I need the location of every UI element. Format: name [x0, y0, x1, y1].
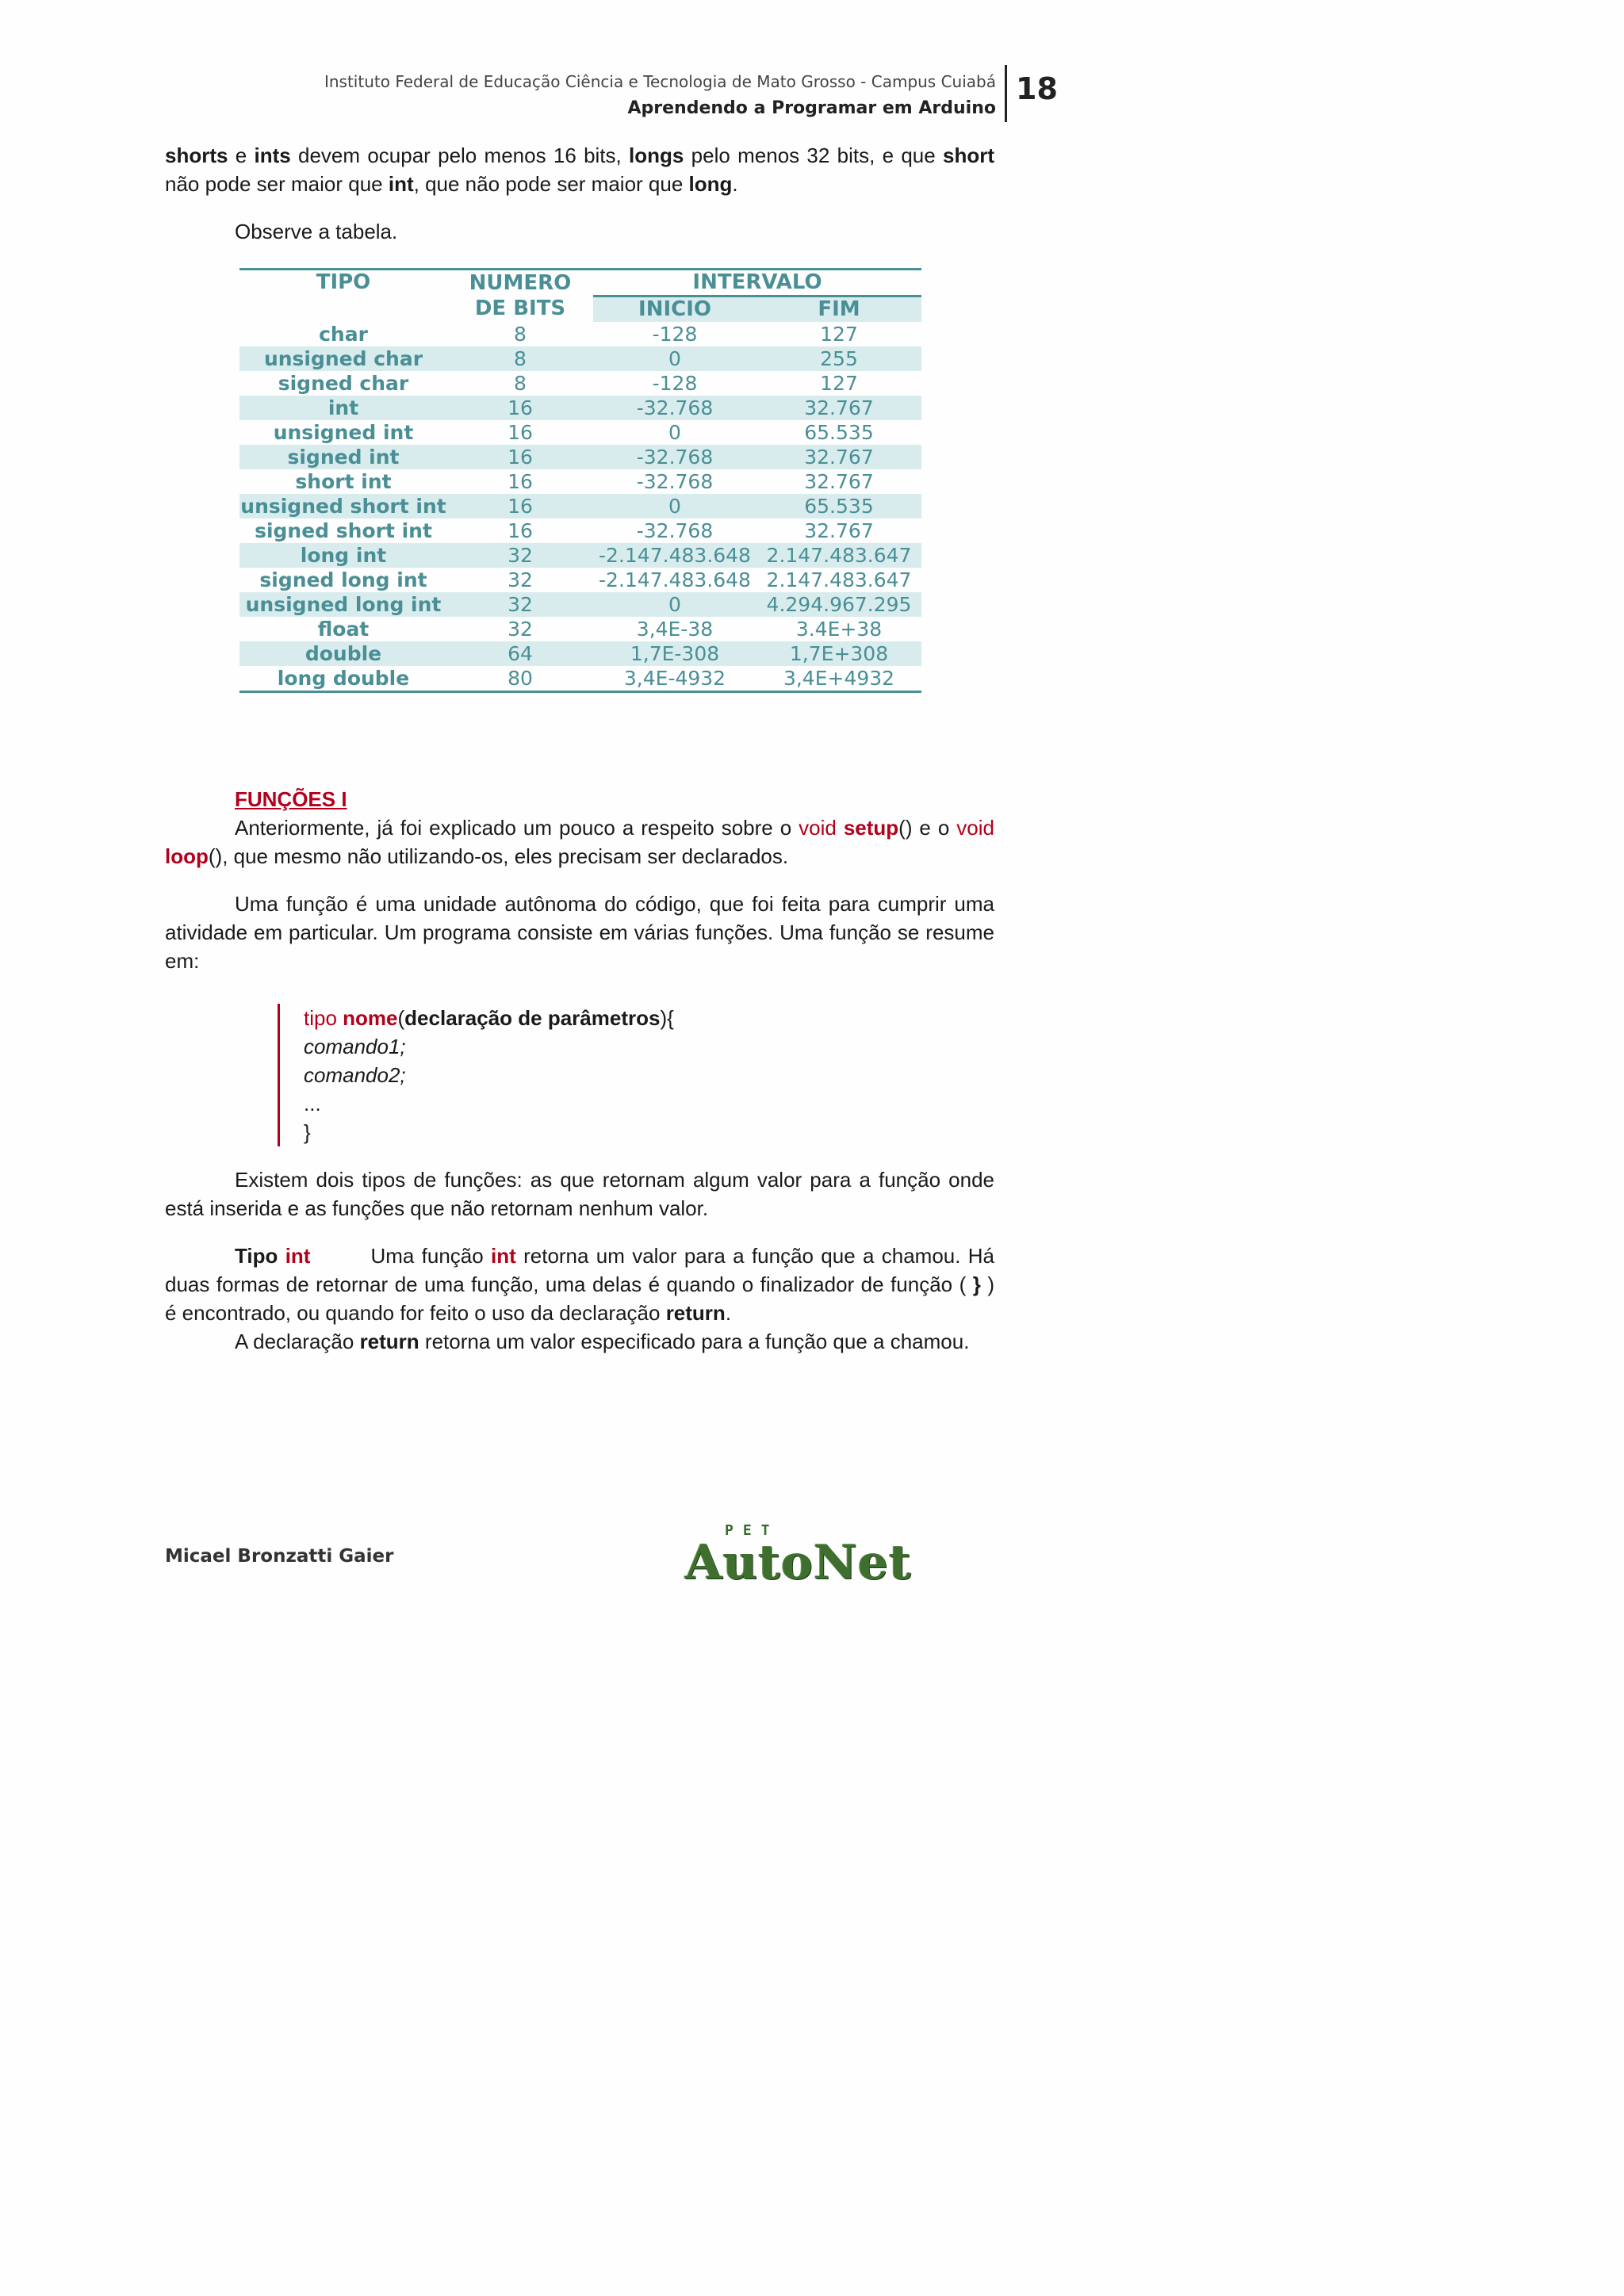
cell-tipo: long int	[239, 543, 447, 568]
intro-text: devem ocupar pelo menos 16 bits,	[290, 144, 630, 167]
section-title: FUNÇÕES I	[235, 787, 347, 811]
cell-inicio: 3,4E-4932	[593, 666, 756, 692]
para-text: .	[725, 1301, 732, 1325]
keyword-loop: loop	[165, 844, 209, 868]
cell-inicio: -32.768	[636, 519, 714, 542]
cell-inicio: -32.768	[593, 396, 756, 420]
cell-fim: 4.294.967.295	[756, 592, 921, 617]
cell-fim: 32.767	[756, 445, 921, 469]
table-row	[239, 617, 921, 641]
cell-bits: 80	[447, 666, 593, 692]
cell-fim: 255	[756, 346, 921, 371]
cell-bits: 8	[514, 323, 527, 346]
intro-text: .	[732, 172, 738, 196]
cell-inicio: -128	[652, 323, 698, 346]
cell-bits: 16	[508, 421, 533, 444]
footer-author: Micael Bronzatti Gaier	[165, 1546, 394, 1567]
cell-fim: 65.535	[756, 494, 921, 519]
table-row	[239, 641, 921, 666]
cell-fim: 1,7E+308	[756, 641, 921, 666]
intro-text: , que não pode ser maior que	[413, 172, 689, 196]
intro-text: pelo menos 32 bits, e que	[684, 144, 943, 167]
function-syntax-block	[278, 1004, 779, 1146]
keyword-void: void	[799, 816, 844, 840]
table-row	[239, 371, 921, 396]
cell-fim: 127	[820, 372, 858, 395]
brace-symbol: }	[972, 1272, 981, 1296]
keyword-int: int	[285, 1244, 311, 1268]
cell-bits: 8	[447, 346, 593, 371]
intro-term: ints	[254, 144, 291, 167]
header-fim: FIM	[756, 297, 921, 323]
cell-tipo: unsigned int	[273, 421, 414, 444]
data-types-table	[239, 268, 921, 693]
table-row	[239, 445, 921, 469]
para-text: Anteriormente, já foi explicado um pouco a respeito sobre o	[235, 816, 799, 840]
cell-tipo: unsigned long int	[239, 592, 447, 617]
cell-inicio: -2.147.483.648	[599, 568, 751, 591]
header-tipo: TIPO	[239, 270, 447, 323]
cell-inicio: 0	[593, 592, 756, 617]
paragraph-return	[165, 1327, 994, 1356]
para-text: A declaração	[235, 1330, 360, 1353]
cell-tipo: signed long int	[259, 568, 427, 591]
intro-term: longs	[629, 144, 684, 167]
paragraph-function-types: Existem dois tipos de funções: as que retornam algum valor para a função onde está inserida e as funções que não retornam nenhum valor.	[165, 1168, 994, 1220]
cell-inicio: -32.768	[593, 445, 756, 469]
cell-fim: 2.147.483.647	[766, 568, 912, 591]
table-row	[239, 469, 921, 494]
intro-term: int	[388, 172, 414, 196]
code-line: ...	[304, 1092, 321, 1115]
cell-fim: 127	[820, 323, 858, 346]
cell-inicio: -2.147.483.648	[593, 543, 756, 568]
header-bits-2: DE BITS	[447, 297, 593, 323]
cell-bits: 16	[508, 519, 533, 542]
code-tipo: tipo	[304, 1006, 343, 1030]
code-line-signature	[304, 1004, 779, 1032]
table-row	[239, 420, 921, 445]
header-inicio: INICIO	[593, 297, 756, 323]
cell-bits: 16	[447, 494, 593, 519]
para-text: (), que mesmo não utilizando-os, eles precisam ser declarados.	[208, 844, 789, 868]
cell-tipo: long double	[239, 666, 447, 692]
cell-tipo: float	[317, 618, 370, 641]
institution-name: Instituto Federal de Educação Ciência e Tecnologia de Mato Grosso - Campus Cuiabá	[324, 72, 996, 91]
code-paren: (	[397, 1006, 405, 1030]
para-text: retorna um valor especificado para a função que a chamou.	[419, 1330, 970, 1353]
cell-tipo: unsigned char	[239, 346, 447, 371]
table-row	[239, 568, 921, 592]
para-text: Uma função	[370, 1244, 492, 1268]
table-row	[239, 666, 921, 692]
keyword-setup: setup	[843, 816, 899, 840]
cell-fim: 32.767	[756, 396, 921, 420]
cell-bits: 32	[508, 618, 533, 641]
cell-inicio: -128	[652, 372, 698, 395]
code-line	[304, 1061, 779, 1089]
header-divider	[1005, 65, 1007, 122]
para-text: retorna um valor para a função que a chamou. Há duas formas de retornar de uma função, uma delas é quando o finalizador de função (	[165, 1244, 995, 1296]
cell-tipo: int	[239, 396, 447, 420]
book-title: Aprendendo a Programar em Arduino	[627, 98, 996, 118]
table-row	[239, 322, 921, 346]
functions-section	[165, 785, 994, 975]
table-row	[239, 543, 921, 568]
cell-inicio: -32.768	[636, 470, 714, 493]
code-params: declaração de parâmetros	[404, 1006, 661, 1030]
table-body	[239, 322, 921, 692]
table-row	[239, 519, 921, 543]
cell-fim: 32.767	[804, 519, 874, 542]
para-text: () e o	[898, 816, 957, 840]
code-line	[304, 1032, 779, 1061]
paragraph-setup-loop	[165, 813, 994, 871]
label-tipo: Tipo	[235, 1244, 285, 1268]
code-line: }	[304, 1120, 311, 1144]
cell-tipo: signed char	[278, 372, 409, 395]
cell-tipo: short int	[295, 470, 392, 493]
intro-text: não pode ser maior que	[165, 172, 389, 196]
cell-bits: 16	[447, 396, 593, 420]
code-command: comando2;	[304, 1063, 406, 1087]
cell-bits: 16	[508, 470, 533, 493]
autonet-logo	[685, 1522, 912, 1590]
para-text: ) é encontrado, ou quando for feito o uso da declaração	[165, 1272, 994, 1325]
logo-autonet-text: AutoNet	[685, 1535, 912, 1590]
table-row	[239, 592, 921, 617]
table-row	[239, 346, 921, 371]
cell-fim: 3,4E+4932	[756, 666, 921, 692]
cell-inicio: 0	[593, 346, 756, 371]
intro-term: short	[943, 144, 994, 167]
paragraph-tipo-int	[165, 1242, 994, 1327]
cell-fim: 32.767	[804, 470, 874, 493]
cell-inicio: 0	[668, 421, 681, 444]
cell-inicio: 1,7E-308	[593, 641, 756, 666]
keyword-return: return	[665, 1301, 726, 1325]
page-header	[324, 68, 996, 122]
header-intervalo: INTERVALO	[593, 270, 921, 297]
keyword-return: return	[359, 1330, 419, 1353]
table-row	[239, 494, 921, 519]
table-row	[239, 396, 921, 420]
observe-text: Observe a tabela.	[235, 220, 398, 243]
intro-text: e	[228, 144, 255, 167]
cell-fim: 3.4E+38	[795, 618, 883, 641]
cell-tipo: double	[239, 641, 447, 666]
cell-bits: 32	[447, 543, 593, 568]
intro-term: long	[688, 172, 733, 196]
page-content	[165, 141, 994, 246]
cell-tipo: unsigned short int	[240, 495, 446, 518]
logo-pet-text: PET	[725, 1522, 779, 1539]
code-nome: nome	[343, 1006, 398, 1030]
cell-inicio: 3,4E-38	[636, 618, 714, 641]
cell-bits: 32	[447, 592, 593, 617]
cell-tipo: signed int	[239, 445, 447, 469]
cell-bits: 16	[447, 445, 593, 469]
intro-term: shorts	[165, 144, 228, 167]
cell-bits: 8	[514, 372, 527, 395]
code-paren: ){	[660, 1006, 674, 1030]
cell-inicio: 0	[593, 494, 756, 519]
intro-paragraph	[165, 141, 994, 198]
cell-fim: 65.535	[804, 421, 874, 444]
cell-tipo: char	[319, 323, 368, 346]
keyword-int: int	[491, 1244, 516, 1268]
header-bits-1: NUMERO	[447, 270, 593, 297]
cell-bits: 64	[447, 641, 593, 666]
functions-types-section	[165, 1165, 994, 1356]
paragraph-function-definition: Uma função é uma unidade autônoma do código, que foi feita para cumprir uma atividade em particular. Um programa consiste em várias funções. Uma função se resume em:	[165, 892, 994, 973]
keyword-void: void	[956, 816, 994, 840]
cell-bits: 32	[508, 568, 533, 591]
cell-fim: 2.147.483.647	[756, 543, 921, 568]
cell-tipo: signed short int	[255, 519, 432, 542]
page-number: 18	[1016, 71, 1058, 106]
code-command: comando1;	[304, 1035, 406, 1058]
